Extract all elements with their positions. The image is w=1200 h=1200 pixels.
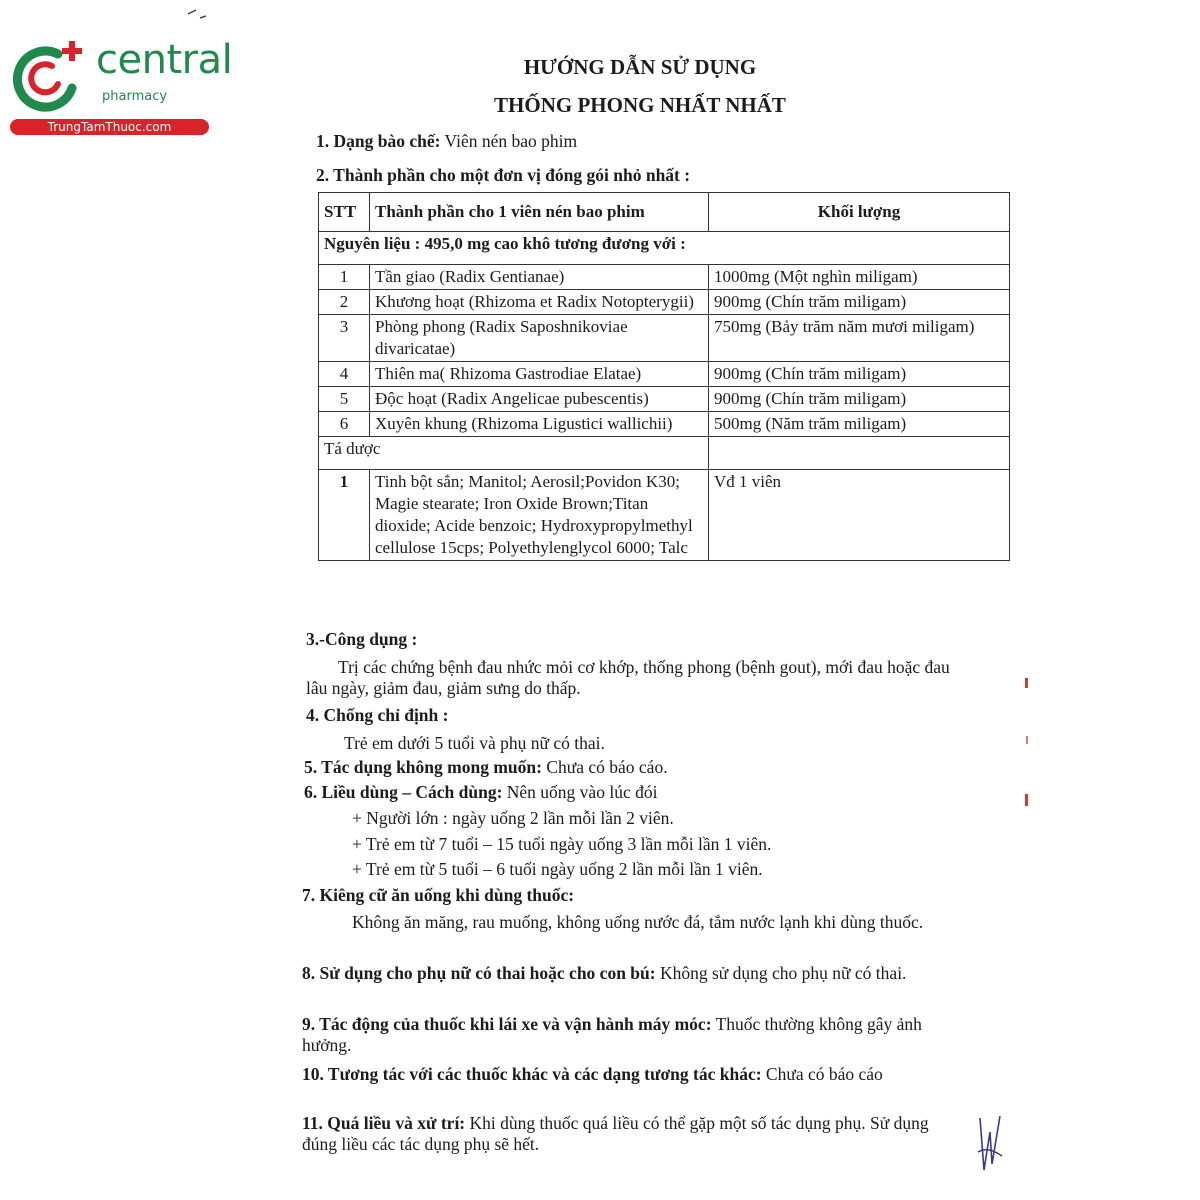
group-excipients-mass (709, 437, 1010, 470)
section-9-text: Thuốc thường không gây ảnh hưởng. (302, 1014, 922, 1055)
central-pharmacy-logo (10, 37, 233, 138)
section-7-label: 7. Kiêng cữ ăn uống khi dùng thuốc: (302, 885, 575, 905)
section-8-label: 8. Sử dụng cho phụ nữ có thai hoặc cho con bú: (302, 963, 656, 983)
section-9 (302, 1014, 964, 1056)
section-5 (304, 757, 668, 778)
row-stt: 1 (319, 470, 370, 561)
row-ingredient: Độc hoạt (Radix Angelicae pubescentis) (370, 387, 709, 412)
table-header-row (319, 193, 1010, 232)
list-item: + Trẻ em từ 5 tuổi – 6 tuổi ngày uống 2 lần mỗi lần 1 viên. (352, 859, 763, 879)
row-mass: 900mg (Chín trăm miligam) (709, 290, 1010, 315)
row-mass: Vđ 1 viên (709, 470, 1010, 561)
row-mass: 750mg (Bảy trăm năm mươi miligam) (709, 315, 1010, 362)
section-11 (302, 1113, 964, 1155)
section-7-text: Không ăn măng, rau muống, không uống nước đá, tắm nước lạnh khi dùng thuốc. (352, 912, 924, 932)
row-stt: 2 (319, 290, 370, 315)
scan-mark-icon (1022, 676, 1032, 816)
section-6-label: 6. Liều dùng – Cách dùng: (304, 782, 503, 802)
brand-sub: pharmacy (102, 89, 168, 104)
row-ingredient: Tần giao (Radix Gentianae) (370, 265, 709, 290)
group-excipients: Tá dược (319, 437, 709, 470)
row-mass: 500mg (Năm trăm miligam) (709, 412, 1010, 437)
section-9-label: 9. Tác động của thuốc khi lái xe và vận hành máy móc: (302, 1014, 712, 1034)
doc-title: HƯỚNG DẪN SỬ DỤNG (523, 55, 757, 79)
logo-mark-icon (10, 40, 88, 112)
section-8 (302, 963, 964, 984)
header-stt: STT (319, 193, 370, 232)
section-11-text: Khi dùng thuốc quá liều có thể gặp một số tác dụng phụ. Sử dụng đúng liều các tác dụng phụ sẽ hết. (302, 1113, 929, 1154)
header-mass: Khối lượng (709, 193, 1010, 232)
table-row (319, 470, 1010, 561)
row-ingredient: Thiên ma( Rhizoma Gastrodiae Elatae) (370, 362, 709, 387)
section-4-text: Trẻ em dưới 5 tuổi và phụ nữ có thai. (344, 733, 605, 753)
list-item: + Người lớn : ngày uống 2 lần mỗi lần 2 viên. (352, 808, 674, 828)
group-raw-materials: Nguyên liệu : 495,0 mg cao khô tương đương với : (319, 232, 1010, 265)
row-stt: 5 (319, 387, 370, 412)
section-3-text: Trị các chứng bệnh đau nhức mỏi cơ khớp, thống phong (bệnh gout), mới đau hoặc đau lâu ngày, giảm đau, giảm sưng do thấp. (306, 657, 950, 698)
doc-subtitle: THỐNG PHONG NHẤT NHẤT (494, 93, 786, 117)
table-group-row (319, 437, 1010, 470)
row-ingredient: Tinh bột sắn; Manitol; Aerosil;Povidon K30; Magie stearate; Iron Oxide Brown;Titan dioxide; Acide benzoic; Hydroxypropylmethyl cellulose 15cps; Polyethylenglycol 6000; Talc (370, 470, 709, 561)
section-5-label: 5. Tác dụng không mong muốn: (304, 757, 542, 777)
row-mass: 1000mg (Một nghìn miligam) (709, 265, 1010, 290)
brand-name: central (96, 37, 233, 83)
section-3-label: 3.-Công dụng : (306, 629, 418, 649)
scan-mark-icon (186, 4, 216, 24)
table-row (319, 290, 1010, 315)
list-item: + Trẻ em từ 7 tuổi – 15 tuổi ngày uống 3 lần mỗi lần 1 viên. (352, 834, 772, 854)
section-6 (304, 782, 657, 803)
section-2-label: 2. Thành phần cho một đơn vị đóng gói nhỏ nhất : (316, 165, 691, 185)
row-stt: 3 (319, 315, 370, 362)
section-10 (302, 1064, 964, 1085)
row-stt: 6 (319, 412, 370, 437)
table-row (319, 265, 1010, 290)
row-ingredient: Khương hoạt (Rhizoma et Radix Notopterygii) (370, 290, 709, 315)
table-row (319, 362, 1010, 387)
section-1 (316, 131, 577, 152)
section-10-text: Chưa có báo cáo (761, 1064, 883, 1084)
row-stt: 4 (319, 362, 370, 387)
section-1-label: 1. Dạng bào chế: (316, 131, 441, 151)
ingredients-table (318, 192, 1010, 561)
row-mass: 900mg (Chín trăm miligam) (709, 362, 1010, 387)
row-ingredient: Phòng phong (Radix Saposhnikoviae divaricatae) (370, 315, 709, 362)
table-row (319, 315, 1010, 362)
section-8-text: Không sử dụng cho phụ nữ có thai. (655, 963, 907, 983)
section-10-label: 10. Tương tác với các thuốc khác và các dạng tương tác khác: (302, 1064, 762, 1084)
row-ingredient: Xuyên khung (Rhizoma Ligustici wallichii) (370, 412, 709, 437)
signature-icon (974, 1112, 1004, 1174)
table-row (319, 387, 1010, 412)
section-4-label: 4. Chống chỉ định : (306, 705, 449, 725)
row-mass: 900mg (Chín trăm miligam) (709, 387, 1010, 412)
section-5-text: Chưa có báo cáo. (541, 757, 668, 777)
table-row (319, 412, 1010, 437)
section-6-text: Nên uống vào lúc đói (502, 782, 658, 802)
row-stt: 1 (319, 265, 370, 290)
table-group-row (319, 232, 1010, 265)
brand-site: TrungTamThuoc.com (10, 119, 209, 135)
header-ingredient: Thành phần cho 1 viên nén bao phim (370, 193, 709, 232)
section-1-text: Viên nén bao phim (440, 131, 578, 151)
section-11-label: 11. Quá liều và xử trí: (302, 1113, 466, 1133)
